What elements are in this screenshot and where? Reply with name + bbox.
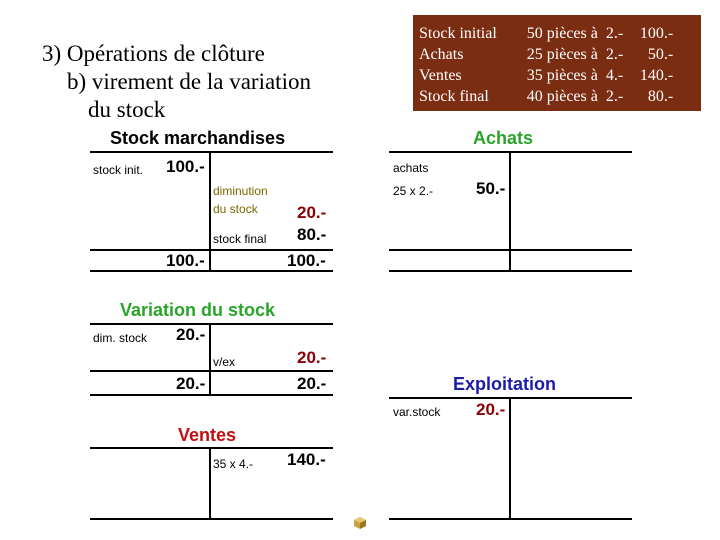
variation-center-rule	[209, 323, 211, 395]
heading-line-1: 3) Opérations de clôture	[42, 41, 265, 66]
stock-center-rule	[209, 151, 211, 271]
exploitation-debit-label: var.stock	[393, 405, 441, 419]
ventes-center-rule	[209, 447, 211, 519]
slide-heading	[42, 40, 311, 124]
exploitation-debit-value: 20.-	[476, 400, 506, 419]
info-label: Stock initial	[419, 25, 497, 42]
variation-total-rule	[90, 370, 333, 372]
variation-bottom-rule	[90, 394, 333, 396]
info-row	[419, 65, 673, 86]
achats-debit-value: 50.-	[476, 179, 506, 198]
stock-dim-value: 20.-	[297, 203, 327, 222]
stock-total-debit: 100.-	[166, 251, 205, 270]
ventes-top-rule	[90, 447, 333, 449]
stock-dim-label-2: du stock	[213, 202, 258, 216]
info-label: Ventes	[419, 67, 462, 84]
info-total: 80.-	[647, 88, 674, 105]
info-qty: 25 pièces à	[526, 46, 598, 63]
variation-debit-label: dim. stock	[93, 331, 148, 345]
info-price: 2.-	[605, 25, 624, 42]
info-price: 2.-	[605, 46, 624, 63]
info-label: Achats	[419, 46, 464, 63]
info-qty: 35 pièces à	[526, 67, 598, 84]
info-total: 140.-	[639, 67, 674, 84]
exploitation-center-rule	[509, 397, 511, 519]
achats-debit-label-2: 25 x 2.-	[393, 184, 434, 198]
variation-top-rule	[90, 323, 333, 325]
info-total: 100.-	[639, 25, 674, 42]
info-label: Stock final	[419, 88, 489, 105]
stock-debit-value: 100.-	[166, 157, 205, 176]
achats-total-rule	[389, 249, 632, 251]
variation-credit-label: v/ex	[213, 355, 236, 369]
variation-credit-value: 20.-	[297, 348, 327, 367]
info-table-box	[413, 15, 701, 111]
ventes-bottom-rule	[90, 518, 333, 520]
achats-debit-label-1: achats	[393, 161, 429, 175]
info-table	[419, 23, 673, 107]
achats-center-rule	[509, 151, 511, 271]
stock-dim-label-1: diminution	[213, 184, 268, 198]
heading-line-3: du stock	[88, 97, 166, 122]
stock-debit-label: stock init.	[93, 163, 144, 177]
ventes-account-title: Ventes	[178, 425, 237, 445]
info-price: 2.-	[605, 88, 624, 105]
ventes-credit-value: 140.-	[287, 450, 326, 469]
info-row	[419, 23, 673, 44]
exploitation-account-title: Exploitation	[453, 374, 556, 394]
achats-bottom-rule	[389, 270, 632, 272]
achats-account-title: Achats	[473, 128, 534, 148]
stock-account-title: Stock marchandises	[110, 128, 286, 148]
stock-total-credit: 100.-	[287, 251, 326, 270]
stock-final-label: stock final	[213, 232, 267, 246]
info-row	[419, 44, 673, 65]
info-qty: 40 pièces à	[526, 88, 598, 105]
variation-debit-value: 20.-	[176, 325, 206, 344]
heading-line-2: b) virement de la variation	[67, 69, 311, 94]
info-total: 50.-	[647, 46, 674, 63]
stock-top-rule	[90, 151, 333, 153]
variation-total-credit: 20.-	[297, 374, 327, 393]
cube-nav-icon[interactable]	[354, 516, 366, 528]
info-qty: 50 pièces à	[526, 25, 598, 42]
ventes-credit-label: 35 x 4.-	[213, 457, 254, 471]
variation-account-title: Variation du stock	[120, 300, 276, 320]
info-row	[419, 86, 673, 107]
exploitation-bottom-rule	[389, 518, 632, 520]
variation-total-debit: 20.-	[176, 374, 206, 393]
stock-final-value: 80.-	[297, 225, 327, 244]
info-price: 4.-	[605, 67, 624, 84]
